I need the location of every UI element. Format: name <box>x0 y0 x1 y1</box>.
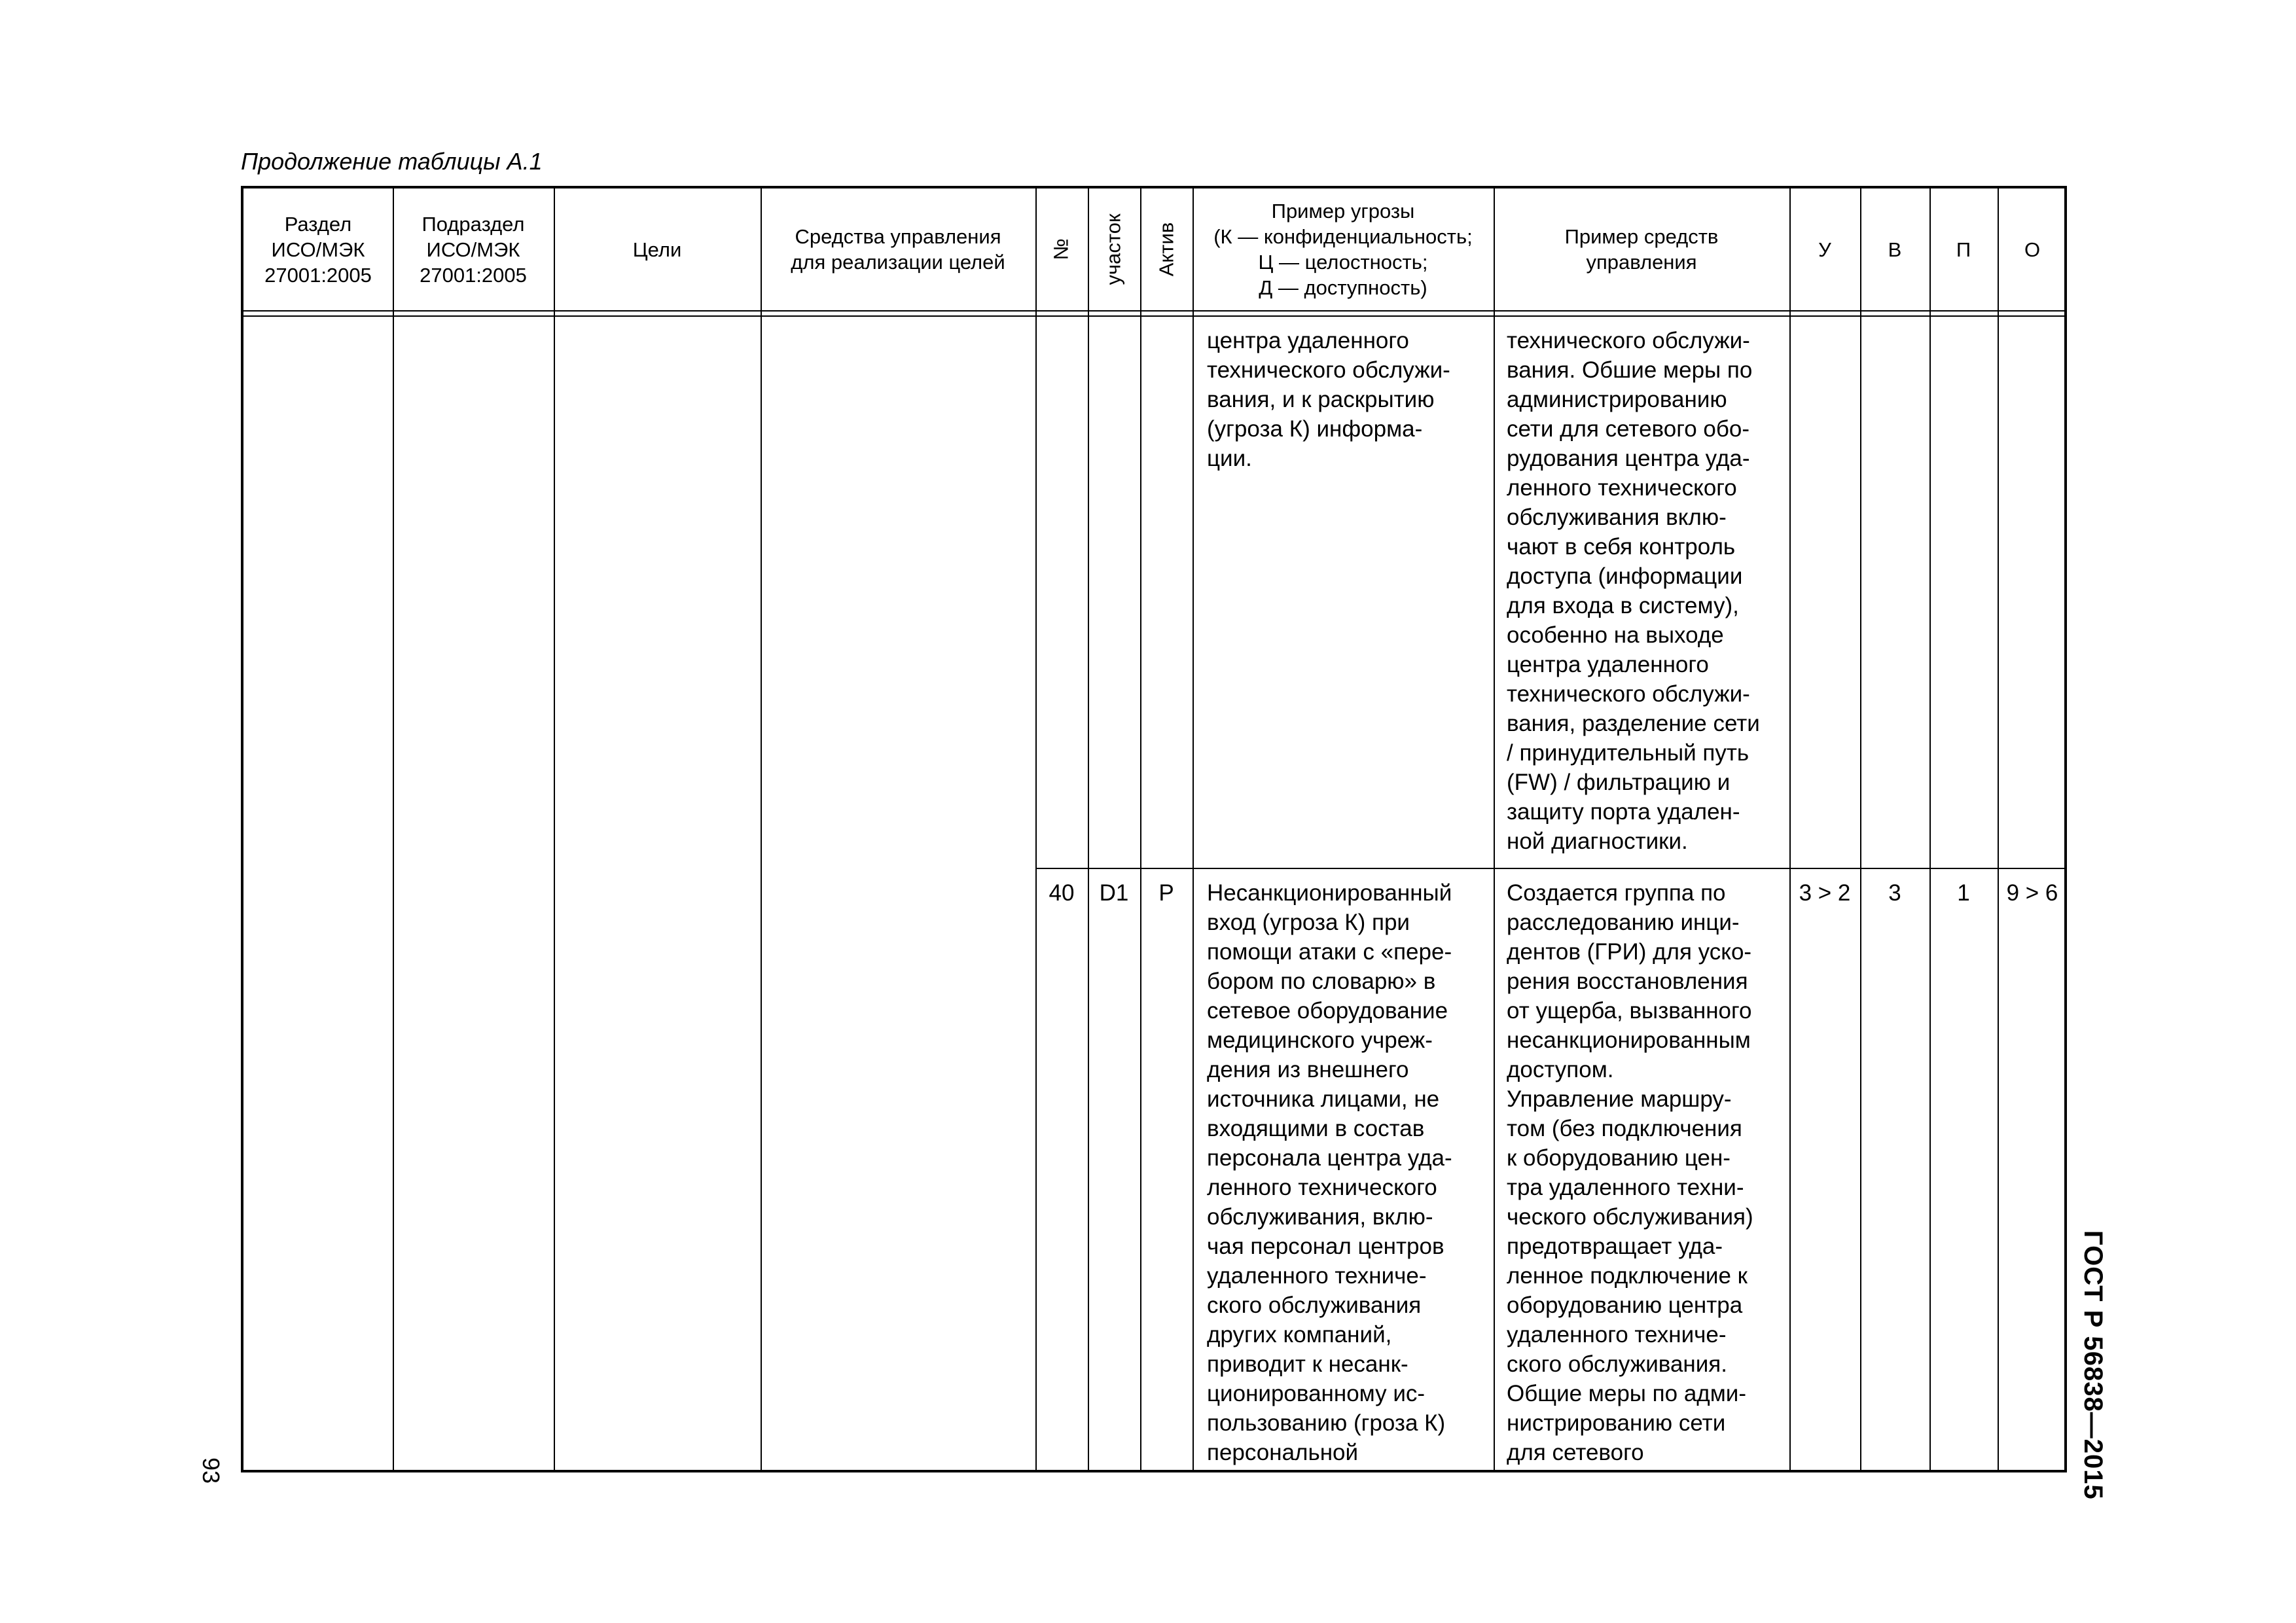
header-tseli: Цели <box>632 238 682 261</box>
header-podrazdel: Подраздел ИСО/МЭК 27001:2005 <box>420 212 527 287</box>
row2-aktiv: P <box>1158 880 1174 906</box>
header-u: У <box>1818 238 1831 261</box>
header-o: О <box>2024 238 2041 261</box>
header-aktiv: Актив <box>1155 222 1178 277</box>
header-razdel: Раздел ИСО/МЭК 27001:2005 <box>264 212 372 287</box>
row2-ugroza: Несанкционированный вход (угроза К) при помощи атаки с «пере- бором по словарю» в сетевое оборудование медицинского учреж- дения из внешнего источника лицами, не входящими в состав персонала центра уда- ленного технического обслуживания, вклю- чая персонал центров удаленного техниче- ского обслуживания других компаний, приводит к несанк- ционированному ис- пользованию (гроза К) персональной <box>1207 880 1452 1465</box>
row1-primer-sredstv: технического обслужи- вания. Обшие меры по администрированию сети для сетевого обо- рудования центра уда- ленного технического обслуживания вклю- чают в себя контроль доступа (информации для входа в систему), особенно на выходе центра удаленного технического обслужи- вания, разделение сети / принудительный путь (FW) / фильтрацию и защиту порта удален- ной диагностики. <box>1507 328 1760 854</box>
row2-nomer: 40 <box>1049 880 1075 906</box>
header-ugroza: Пример угрозы (К — конфиденциальность; Ц — целостность; Д — доступность) <box>1213 200 1473 299</box>
standard-designation: ГОСТ Р 56838—2015 <box>2079 1230 2108 1500</box>
row2-u: 3 > 2 <box>1799 880 1851 906</box>
header-p: П <box>1956 238 1971 261</box>
row2-o: 9 > 6 <box>2006 880 2058 906</box>
header-nomer: № <box>1049 238 1073 260</box>
header-primer-sredstv: Пример средств управления <box>1564 225 1719 274</box>
row2-uchastok: D1 <box>1099 880 1129 906</box>
row1-ugroza: центра удаленного технического обслужи- вания, и к раскрытию (угроза К) информа- ции. <box>1207 328 1450 471</box>
row2-p: 1 <box>1957 880 1970 906</box>
header-v: В <box>1888 238 1902 261</box>
row2-v: 3 <box>1888 880 1901 906</box>
header-sredstva: Средства управления для реализации целей <box>791 225 1005 274</box>
table-caption: Продолжение таблицы А.1 <box>241 148 543 175</box>
row2-primer-sredstv: Создается группа по расследованию инци- дентов (ГРИ) для уско- рения восстановления от ущерба, вызванного несанкционированным доступом. Управление маршру- том (без подключения к оборудованию цен- тра удаленного техни- ческого обслуживания) предотвращает уда- ленное подключение к оборудованию центра удаленного техниче- ского обслуживания. Общие меры по адми- нистрированию сети для сетевого <box>1507 880 1753 1465</box>
data-table <box>241 186 2067 1472</box>
page-number: 93 <box>198 1457 225 1484</box>
header-uchastok: участок <box>1102 213 1126 285</box>
